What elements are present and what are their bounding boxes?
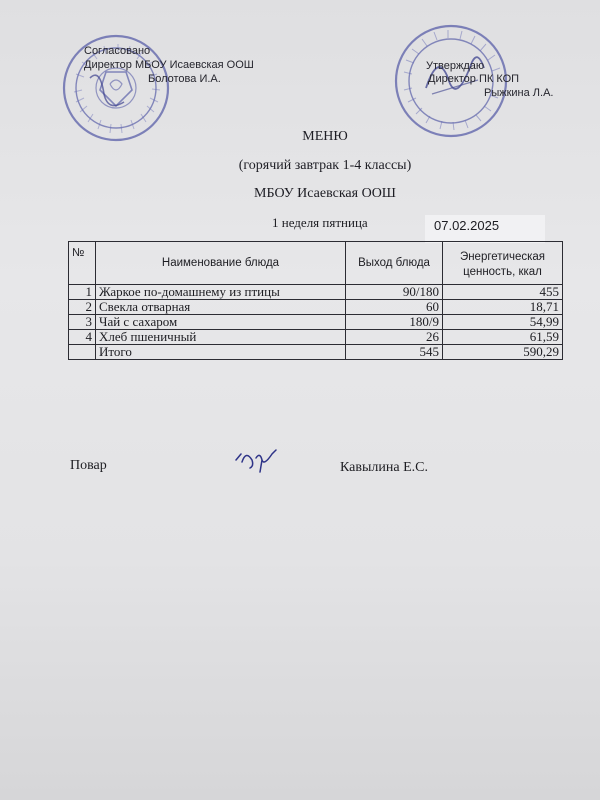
school-name: МБОУ Исаевская ООШ	[254, 186, 396, 201]
row-dish-name: Свекла отварная	[96, 300, 346, 315]
agreed-label: Согласовано	[84, 45, 151, 57]
table-row	[69, 300, 563, 315]
header-num: №	[69, 242, 96, 285]
table-row	[69, 315, 563, 330]
row-energy: 18,71	[443, 300, 563, 315]
row-num: 2	[69, 300, 96, 315]
total-num	[69, 345, 96, 360]
row-dish-name: Хлеб пшеничный	[96, 330, 346, 345]
row-energy: 61,59	[443, 330, 563, 345]
cook-label: Повар	[70, 458, 107, 473]
row-output: 26	[346, 330, 443, 345]
row-output: 180/9	[346, 315, 443, 330]
page-subtitle: (горячий завтрак 1-4 классы)	[238, 158, 412, 173]
row-num: 4	[69, 330, 96, 345]
total-output: 545	[346, 345, 443, 360]
menu-date: 07.02.2025	[425, 215, 545, 243]
row-output: 60	[346, 300, 443, 315]
row-energy: 455	[443, 285, 563, 300]
row-num: 3	[69, 315, 96, 330]
header-output: Выход блюда	[346, 242, 443, 285]
agreed-position: Директор МБОУ Исаевская ООШ	[84, 59, 254, 71]
approved-name: Рыжкина Л.А.	[484, 87, 554, 99]
approved-label: Утверждаю	[426, 60, 485, 72]
row-dish-name: Чай с сахаром	[96, 315, 346, 330]
total-energy: 590,29	[443, 345, 563, 360]
agreed-name: Болотова И.А.	[148, 73, 221, 85]
header-energy: Энергетическая ценность, ккал	[443, 242, 563, 285]
row-dish-name: Жаркое по-домашнему из птицы	[96, 285, 346, 300]
row-num: 1	[69, 285, 96, 300]
header-dish-name: Наименование блюда	[96, 242, 346, 285]
menu-table	[68, 241, 563, 360]
table-total-row	[69, 345, 563, 360]
week-day-label: 1 неделя пятница	[272, 215, 368, 230]
row-energy: 54,99	[443, 315, 563, 330]
cook-signature	[232, 446, 280, 476]
table-row	[69, 285, 563, 300]
cook-name: Кавылина Е.С.	[340, 460, 428, 475]
approved-position: Директор ПК КОП	[428, 73, 520, 85]
page-title: МЕНЮ	[302, 129, 348, 144]
table-row	[69, 330, 563, 345]
total-label: Итого	[96, 345, 346, 360]
row-output: 90/180	[346, 285, 443, 300]
table-header-row	[69, 242, 563, 285]
